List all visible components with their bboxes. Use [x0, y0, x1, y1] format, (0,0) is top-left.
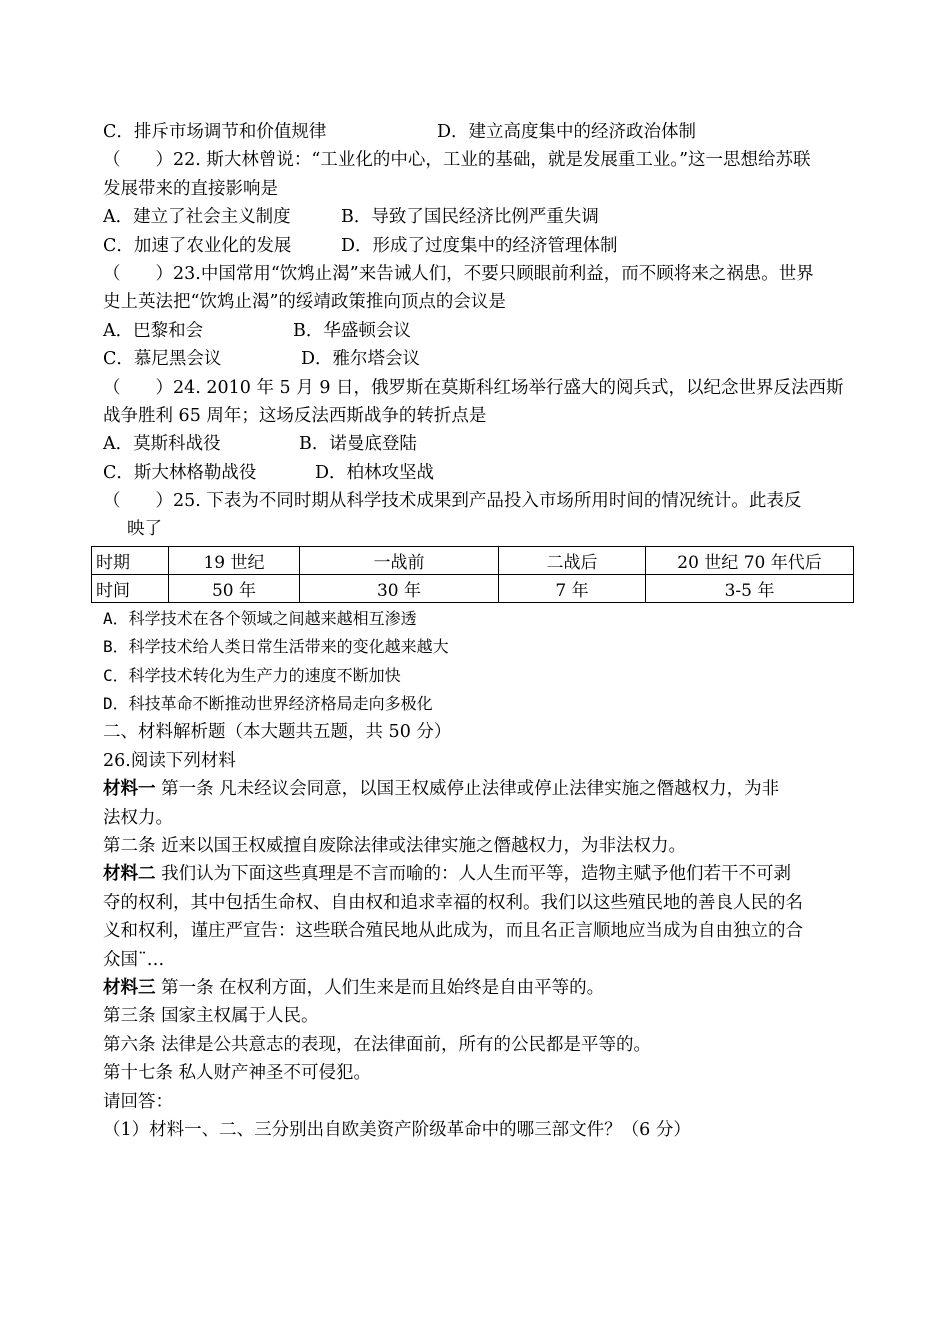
- material-2-line1: [103, 860, 853, 888]
- q22-options-cd: [103, 232, 853, 260]
- table-cell: 50 年: [169, 574, 300, 602]
- material-3-text: 第一条 在权利方面，人们生来是而且始终是自由平等的。: [155, 977, 605, 998]
- material-3-label: 材料三: [103, 977, 156, 998]
- q23-option-c: C．慕尼黑会议: [103, 349, 222, 370]
- material-3-line2: 第三条 国家主权属于人民。: [103, 1006, 319, 1027]
- q24-options-ab: [103, 430, 853, 458]
- q21-option-c: C．排斥市场调节和价值规律: [103, 122, 327, 142]
- q26-subquestion-1: （1）材料一、二、三分别出自欧美资产阶级革命中的哪三部文件？（6 分）: [103, 1119, 691, 1140]
- q21-options: [103, 118, 853, 146]
- q24-stem-line1: （ ）24. 2010 年 5 月 9 日，俄罗斯在莫斯科红场举行盛大的阅兵式，以纪念世界反法西斯: [103, 377, 844, 398]
- q23-option-b: B．华盛顿会议: [293, 320, 411, 341]
- table-header-cell: 19 世纪: [169, 546, 300, 574]
- q25-option-b: B．科学技术给人类日常生活带来的变化越来越大: [103, 637, 449, 657]
- q23-option-d: D．雅尔塔会议: [301, 349, 421, 370]
- q24-option-b: B．诺曼底登陆: [299, 434, 417, 455]
- q25-stem-line2: 映了: [127, 519, 162, 540]
- material-1-text: 第一条 凡未经议会同意，以国王权威停止法律或停止法律实施之僭越权力，为非: [155, 779, 780, 800]
- material-2-line3: 义和权利，谨庄严宣告：这些联合殖民地从此成为，而且名正言顺地应当成为自由独立的合: [103, 921, 803, 942]
- q21-option-d: D．建立高度集中的经济政治体制: [437, 122, 697, 142]
- q23-options-ab: [103, 317, 853, 345]
- q25-option-d: D．科技革命不断推动世界经济格局走向多极化: [103, 694, 433, 714]
- material-2-line2: 夺的权利，其中包括生命权、自由权和追求幸福的权利。我们以这些殖民地的善良人民的名: [103, 892, 803, 913]
- q22-option-a: A．建立了社会主义制度: [103, 207, 291, 228]
- material-2-line4: 众国¨…: [103, 949, 165, 970]
- q22-option-b: B．导致了国民经济比例严重失调: [341, 207, 599, 228]
- q25-stem-line1: （ ）25. 下表为不同时期从科学技术成果到产品投入市场所用时间的情况统计。此表反: [103, 491, 802, 512]
- q26-heading: 26.阅读下列材料: [103, 750, 236, 771]
- material-3-line1: [103, 974, 853, 1002]
- table-row: [92, 546, 854, 574]
- q25-option-a: A．科学技术在各个领域之间越来越相互渗透: [103, 608, 417, 628]
- q23-stem-line2: 史上英法把“饮鸩止渴”的绥靖政策推向顶点的会议是: [103, 292, 506, 313]
- q23-option-a: A．巴黎和会: [103, 320, 204, 341]
- q24-option-a: A．莫斯科战役: [103, 434, 221, 455]
- q22-stem-line1: （ ）22. 斯大林曾说：“工业化的中心，工业的基础，就是发展重工业。”这一思想给苏联: [103, 150, 811, 171]
- table-cell: 时间: [92, 574, 169, 602]
- material-1-line2: 法权力。: [103, 807, 173, 828]
- table-cell: 30 年: [300, 574, 499, 602]
- q25-option-c: C．科学技术转化为生产力的速度不断加快: [103, 665, 401, 685]
- table-cell: 3-5 年: [646, 574, 854, 602]
- table-header-cell: 二战后: [499, 546, 646, 574]
- table-header-cell: 时期: [92, 546, 169, 574]
- q24-stem-line2: 战争胜利 65 周年；这场反法西斯战争的转折点是: [103, 405, 487, 426]
- material-2-text: 我们认为下面这些真理是不言而喻的：人人生而平等，造物主赋予他们若干不可剥: [155, 864, 792, 885]
- q22-options-ab: [103, 203, 853, 231]
- exam-page: [96, 118, 853, 1144]
- table-header-cell: 一战前: [300, 546, 499, 574]
- material-2-label: 材料二: [103, 864, 156, 885]
- section-heading: 二、材料解析题（本大题共五题，共 50 分）: [103, 722, 452, 743]
- q22-stem-line2: 发展带来的直接影响是: [103, 178, 278, 199]
- material-3-line3: 第六条 法律是公共意志的表现，在法律面前，所有的公民都是平等的。: [103, 1034, 652, 1055]
- material-1-line1: [103, 775, 853, 803]
- answer-prompt: 请回答：: [103, 1091, 173, 1112]
- q24-option-d: D．柏林攻坚战: [315, 462, 435, 483]
- table-header-cell: 20 世纪 70 年代后: [646, 546, 854, 574]
- q25-statistics-table: [91, 546, 854, 603]
- material-1-line3: 第二条 近来以国王权威擅自废除法律或法律实施之僭越权力，为非法权力。: [103, 835, 687, 856]
- table-cell: 7 年: [499, 574, 646, 602]
- table-row: [92, 574, 854, 602]
- material-3-line4: 第十七条 私人财产神圣不可侵犯。: [103, 1063, 372, 1084]
- q24-options-cd: [103, 459, 853, 487]
- q24-option-c: C．斯大林格勒战役: [103, 462, 257, 483]
- material-1-label: 材料一: [103, 779, 156, 800]
- q22-option-d: D．形成了过度集中的经济管理体制: [341, 235, 618, 256]
- q23-options-cd: [103, 345, 853, 373]
- q23-stem-line1: （ ）23.中国常用“饮鸩止渴”来告诫人们，不要只顾眼前利益，而不顾将来之祸患。世界: [103, 263, 814, 284]
- q22-option-c: C．加速了农业化的发展: [103, 235, 292, 256]
